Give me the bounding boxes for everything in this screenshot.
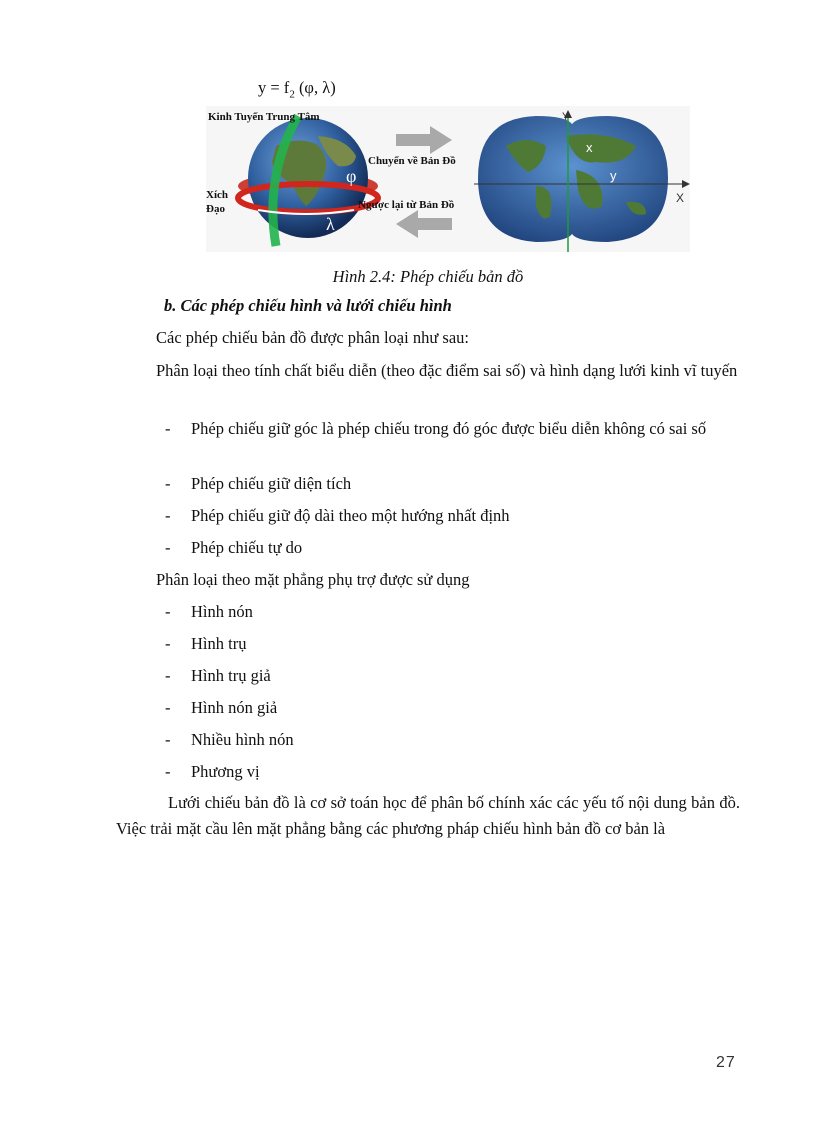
paragraph-grid-intro: Lưới chiếu bản đồ là cơ sở toán học để phân bố chính xác các yếu tố nội dung bản đồ. Việc trải mặt cầu lên mặt phẳng bằng các phương pháp chiếu hình bản đồ cơ bản là — [116, 793, 740, 838]
list-item — [165, 505, 740, 526]
label-central-meridian: Kinh Tuyến Trung Tâm — [208, 111, 320, 123]
list-item — [165, 418, 740, 439]
bullet-dash: - — [165, 506, 171, 525]
bullet-dash: - — [165, 666, 171, 685]
list-item-text: Hình trụ giả — [191, 666, 271, 685]
list-item-text: Phương vị — [191, 762, 260, 781]
list-item — [165, 537, 740, 558]
label-map-y: y — [610, 168, 617, 183]
page-number: 27 — [716, 1054, 736, 1071]
label-map-x: x — [586, 140, 593, 155]
formula-rhs: (φ, λ) — [294, 78, 336, 97]
list-item-text: Phép chiếu giữ diện tích — [191, 474, 352, 493]
list-item-text: Hình nón giả — [191, 698, 278, 717]
list-item-text: Phép chiếu tự do — [191, 538, 303, 557]
bullet-dash: - — [165, 634, 171, 653]
label-from-map: Ngược lại từ Bản Đồ — [358, 199, 455, 211]
bullet-dash: - — [165, 419, 171, 438]
paragraph-classification-1: Phân loại theo tính chất biểu diễn (theo đặc điểm sai số) và hình dạng lưới kinh vĩ tuyến — [156, 361, 738, 380]
list-item — [165, 665, 740, 686]
bullet-dash: - — [165, 762, 171, 781]
bullet-dash: - — [165, 474, 171, 493]
label-axis-y: Y — [562, 111, 570, 123]
list-item-text: Hình nón — [191, 602, 253, 621]
section-heading: b. Các phép chiếu hình và lưới chiếu hình — [164, 296, 452, 315]
list-item-text: Hình trụ — [191, 634, 247, 653]
label-axis-x: X — [676, 191, 685, 205]
paragraph-classification-2: Phân loại theo mặt phẳng phụ trợ được sử dụng — [156, 570, 470, 589]
bullet-dash: - — [165, 538, 171, 557]
label-to-map: Chuyển về Bản Đồ — [368, 155, 456, 167]
label-lambda: λ — [326, 214, 335, 234]
figure-caption: Hình 2.4: Phép chiếu bản đồ — [332, 267, 524, 286]
projection-formula — [258, 78, 336, 100]
formula-lhs: y = f — [258, 78, 290, 97]
list-item — [165, 601, 740, 622]
label-equator-1: Xích — [206, 189, 228, 201]
list-item — [165, 473, 740, 494]
projected-map — [478, 116, 668, 242]
bullet-dash: - — [165, 602, 171, 621]
label-phi: φ — [346, 166, 357, 186]
formula-subscript: 2 — [289, 88, 295, 101]
list-item-text: Phép chiếu giữ độ dài theo một hướng nhất định — [191, 506, 510, 525]
list-item — [165, 697, 740, 718]
list-item-text: Nhiều hình nón — [191, 730, 294, 749]
list-item — [165, 633, 740, 654]
list-item — [165, 761, 740, 782]
map-projection-figure — [206, 106, 690, 252]
bullet-dash: - — [165, 730, 171, 749]
label-equator-2: Đạo — [206, 203, 225, 215]
list-item-text: Phép chiếu giữ góc là phép chiếu trong đó góc được biểu diễn không có sai số — [191, 419, 707, 438]
bullet-dash: - — [165, 698, 171, 717]
paragraph-intro: Các phép chiếu bản đồ được phân loại như sau: — [156, 328, 469, 347]
list-item — [165, 729, 740, 750]
